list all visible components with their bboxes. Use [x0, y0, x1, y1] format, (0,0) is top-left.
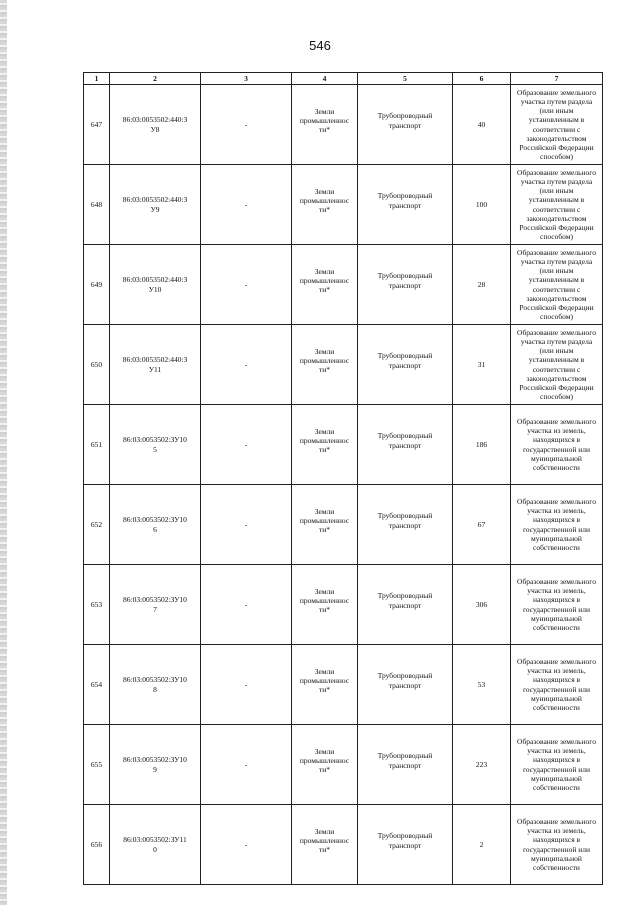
- permitted-use-text: Трубопроводный транспорт: [377, 831, 433, 850]
- permitted-use: [358, 805, 453, 885]
- cadastral-number: [110, 565, 201, 645]
- cadastral-number: [110, 165, 201, 245]
- land-category-text: Земли промышленнос ти*: [299, 186, 350, 215]
- table-row: [84, 565, 603, 645]
- row-number: [84, 725, 110, 805]
- land-category-text: Земли промышленнос ти*: [299, 346, 350, 375]
- land-category-text: Земли промышленнос ти*: [299, 586, 350, 615]
- cadastral-number-text: 86:03:0053502:ЗУ11 0: [123, 835, 187, 854]
- cadastral-number-text: 86:03:0053502:ЗУ10 8: [123, 675, 187, 694]
- row-number-text: 650: [90, 359, 103, 369]
- area-value-text: 306: [475, 599, 488, 609]
- area-value: [453, 485, 511, 565]
- land-category: [292, 85, 358, 165]
- column-3-value-text: -: [244, 439, 248, 449]
- table-row: [84, 405, 603, 485]
- column-header: 3: [201, 73, 292, 85]
- land-category-text: Земли промышленнос ти*: [299, 666, 350, 695]
- row-number-text: 649: [90, 279, 103, 289]
- column-header: 7: [511, 73, 603, 85]
- column-3-value-text: -: [244, 839, 248, 849]
- column-3-value: [201, 245, 292, 325]
- land-category: [292, 405, 358, 485]
- column-3-value: [201, 485, 292, 565]
- formation-method-text: Образование земельного участка путем раздела (или иным установленным в соответствии с законодательством Российской Федерации способом): [517, 327, 596, 401]
- formation-method: [511, 485, 603, 565]
- formation-method: [511, 85, 603, 165]
- cadastral-number: [110, 725, 201, 805]
- area-value-text: 67: [477, 519, 486, 529]
- formation-method: [511, 245, 603, 325]
- land-category: [292, 725, 358, 805]
- cadastral-number: [110, 325, 201, 405]
- row-number-text: 652: [90, 519, 103, 529]
- land-category: [292, 165, 358, 245]
- permitted-use-text: Трубопроводный транспорт: [377, 191, 433, 210]
- row-number: [84, 645, 110, 725]
- cadastral-number: [110, 85, 201, 165]
- column-header: 4: [292, 73, 358, 85]
- formation-method: [511, 565, 603, 645]
- table-row: [84, 805, 603, 885]
- cadastral-number: [110, 645, 201, 725]
- cadastral-number-text: 86:03:0053502:440:З У10: [122, 275, 188, 294]
- permitted-use-text: Трубопроводный транспорт: [377, 751, 433, 770]
- permitted-use: [358, 645, 453, 725]
- land-category: [292, 325, 358, 405]
- column-3-value: [201, 405, 292, 485]
- area-value: [453, 245, 511, 325]
- cadastral-number: [110, 805, 201, 885]
- land-category-text: Земли промышленнос ти*: [299, 266, 350, 295]
- row-number-text: 653: [90, 599, 103, 609]
- land-category-text: Земли промышленнос ти*: [299, 426, 350, 455]
- cadastral-number-text: 86:03:0053502:440:З У9: [122, 195, 188, 214]
- permitted-use: [358, 85, 453, 165]
- area-value-text: 100: [475, 199, 488, 209]
- permitted-use: [358, 405, 453, 485]
- area-value: [453, 325, 511, 405]
- permitted-use: [358, 565, 453, 645]
- formation-method: [511, 805, 603, 885]
- table-row: [84, 325, 603, 405]
- row-number: [84, 325, 110, 405]
- formation-method: [511, 725, 603, 805]
- column-3-value-text: -: [244, 359, 248, 369]
- permitted-use-text: Трубопроводный транспорт: [377, 511, 433, 530]
- formation-method: [511, 405, 603, 485]
- column-3-value-text: -: [244, 199, 248, 209]
- permitted-use: [358, 245, 453, 325]
- area-value-text: 223: [475, 759, 488, 769]
- column-header: 2: [110, 73, 201, 85]
- land-plot-table: [83, 72, 603, 885]
- permitted-use: [358, 325, 453, 405]
- row-number-text: 648: [90, 199, 103, 209]
- formation-method: [511, 165, 603, 245]
- row-number-text: 647: [90, 119, 103, 129]
- cadastral-number-text: 86:03:0053502:ЗУ10 7: [123, 595, 187, 614]
- land-category-text: Земли промышленнос ти*: [299, 106, 350, 135]
- land-category: [292, 485, 358, 565]
- land-category-text: Земли промышленнос ти*: [299, 826, 350, 855]
- area-value: [453, 805, 511, 885]
- column-3-value: [201, 565, 292, 645]
- permitted-use: [358, 165, 453, 245]
- permitted-use: [358, 485, 453, 565]
- formation-method-text: Образование земельного участка из земель, находящихся в государственной или муниципальной собственности: [517, 817, 596, 872]
- area-value-text: 53: [477, 679, 486, 689]
- row-number-text: 655: [90, 759, 103, 769]
- area-value-text: 28: [477, 279, 486, 289]
- cadastral-number-text: 86:03:0053502:440:З У8: [122, 115, 188, 134]
- land-category: [292, 805, 358, 885]
- permitted-use-text: Трубопроводный транспорт: [377, 591, 433, 610]
- area-value: [453, 405, 511, 485]
- column-3-value: [201, 85, 292, 165]
- row-number: [84, 485, 110, 565]
- column-3-value: [201, 165, 292, 245]
- table-row: [84, 485, 603, 565]
- row-number: [84, 405, 110, 485]
- column-3-value: [201, 645, 292, 725]
- column-header: 1: [84, 73, 110, 85]
- area-value: [453, 85, 511, 165]
- row-number: [84, 85, 110, 165]
- cadastral-number-text: 86:03:0053502:ЗУ10 9: [123, 755, 187, 774]
- cadastral-number-text: 86:03:0053502:ЗУ10 5: [123, 435, 187, 454]
- column-3-value: [201, 325, 292, 405]
- column-header: 5: [358, 73, 453, 85]
- scan-edge: [0, 0, 7, 905]
- formation-method-text: Образование земельного участка из земель, находящихся в государственной или муниципальной собственности: [517, 417, 596, 472]
- land-category-text: Земли промышленнос ти*: [299, 746, 350, 775]
- row-number: [84, 165, 110, 245]
- land-category-text: Земли промышленнос ти*: [299, 506, 350, 535]
- formation-method: [511, 325, 603, 405]
- area-value-text: 31: [477, 359, 486, 369]
- area-value: [453, 725, 511, 805]
- column-3-value-text: -: [244, 679, 248, 689]
- column-3-value-text: -: [244, 119, 248, 129]
- formation-method-text: Образование земельного участка путем раздела (или иным установленным в соответствии с законодательством Российской Федерации способом): [517, 87, 596, 161]
- formation-method-text: Образование земельного участка из земель, находящихся в государственной или муниципальной собственности: [517, 657, 596, 712]
- land-category: [292, 245, 358, 325]
- row-number: [84, 245, 110, 325]
- column-3-value-text: -: [244, 279, 248, 289]
- area-value-text: 186: [475, 439, 488, 449]
- cadastral-number: [110, 485, 201, 565]
- page-number: 546: [309, 38, 331, 53]
- permitted-use-text: Трубопроводный транспорт: [377, 111, 433, 130]
- formation-method-text: Образование земельного участка путем раздела (или иным установленным в соответствии с законодательством Российской Федерации способом): [517, 167, 596, 241]
- column-3-value-text: -: [244, 519, 248, 529]
- land-category: [292, 565, 358, 645]
- cadastral-number-text: 86:03:0053502:ЗУ10 6: [123, 515, 187, 534]
- cadastral-number-text: 86:03:0053502:440:З У11: [122, 355, 188, 374]
- row-number: [84, 565, 110, 645]
- permitted-use: [358, 725, 453, 805]
- formation-method-text: Образование земельного участка путем раздела (или иным установленным в соответствии с законодательством Российской Федерации способом): [517, 247, 596, 321]
- area-value-text: 2: [479, 839, 484, 849]
- permitted-use-text: Трубопроводный транспорт: [377, 431, 433, 450]
- land-category: [292, 645, 358, 725]
- table-row: [84, 725, 603, 805]
- row-number-text: 651: [90, 439, 103, 449]
- area-value: [453, 645, 511, 725]
- column-3-value: [201, 725, 292, 805]
- row-number-text: 654: [90, 679, 103, 689]
- permitted-use-text: Трубопроводный транспорт: [377, 271, 433, 290]
- cadastral-number: [110, 245, 201, 325]
- table-row: [84, 85, 603, 165]
- formation-method-text: Образование земельного участка из земель, находящихся в государственной или муниципальной собственности: [517, 577, 596, 632]
- permitted-use-text: Трубопроводный транспорт: [377, 351, 433, 370]
- formation-method-text: Образование земельного участка из земель, находящихся в государственной или муниципальной собственности: [517, 497, 596, 552]
- table-row: [84, 165, 603, 245]
- area-value-text: 40: [477, 119, 486, 129]
- area-value: [453, 165, 511, 245]
- table-row: [84, 245, 603, 325]
- row-number: [84, 805, 110, 885]
- table-row: [84, 645, 603, 725]
- formation-method: [511, 645, 603, 725]
- header-row: [84, 73, 603, 85]
- area-value: [453, 565, 511, 645]
- column-header: 6: [453, 73, 511, 85]
- column-3-value-text: -: [244, 599, 248, 609]
- formation-method-text: Образование земельного участка из земель, находящихся в государственной или муниципальной собственности: [517, 737, 596, 792]
- permitted-use-text: Трубопроводный транспорт: [377, 671, 433, 690]
- column-3-value-text: -: [244, 759, 248, 769]
- column-3-value: [201, 805, 292, 885]
- row-number-text: 656: [90, 839, 103, 849]
- cadastral-number: [110, 405, 201, 485]
